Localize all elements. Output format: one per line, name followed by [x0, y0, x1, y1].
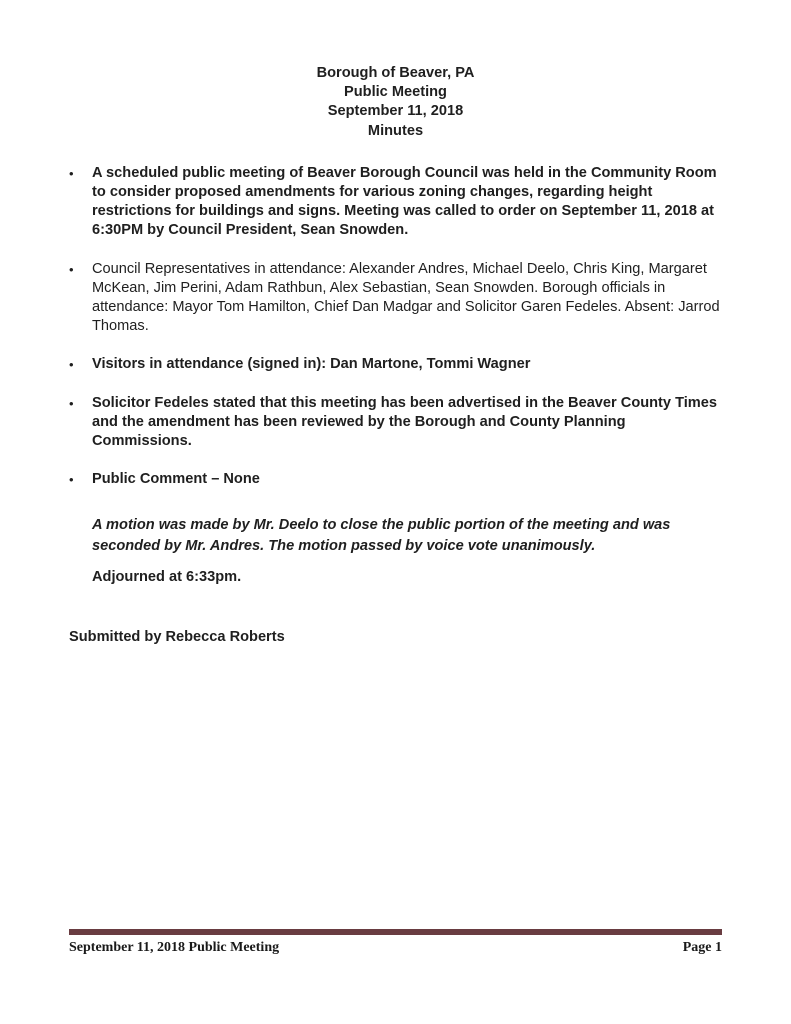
- bullet-icon: •: [69, 472, 74, 488]
- page-footer: [69, 929, 722, 956]
- document-title-block: [69, 64, 722, 141]
- adjourned-line: Adjourned at 6:33pm.: [92, 569, 242, 586]
- motion-paragraph: A motion was made by Mr. Deelo to close the public portion of the meeting and was seconded by Mr. Andres. The motion passed by voice vote unanimously.: [92, 517, 671, 554]
- bullet-text-public-comment: Public Comment – None: [92, 471, 260, 488]
- list-item: [69, 260, 722, 337]
- list-item: [69, 470, 722, 489]
- bullet-icon: •: [69, 165, 74, 181]
- list-item: [69, 355, 722, 374]
- footer-page-number: Page 1: [682, 940, 722, 955]
- bullet-icon: •: [69, 395, 74, 411]
- title-line-meeting-type: Public Meeting: [344, 84, 447, 101]
- bullet-text-attendance: Council Representatives in attendance: Alexander Andres, Michael Deelo, Chris King, Margaret McKean, Jim Perini, Adam Rathbun, Alex Sebastian, Sean Snowden. Borough officials in attendance: Mayor Tom Hamilton, Chief Dan Madgar and Solicitor Garen Fedeles. Absent: Jarrod Thomas.: [92, 260, 720, 335]
- title-line-minutes: Minutes: [367, 122, 424, 139]
- bullet-text-solicitor: Solicitor Fedeles stated that this meeting has been advertised in the Beaver County Times and the amendment has been reviewed by the Borough and County Planning Commissions.: [92, 394, 718, 450]
- submitted-by-line: Submitted by Rebecca Roberts: [69, 628, 285, 645]
- minutes-bullet-list: [69, 164, 722, 490]
- bullet-text-visitors: Visitors in attendance (signed in): Dan Martone, Tommi Wagner: [92, 356, 531, 373]
- title-line-date: September 11, 2018: [327, 103, 464, 120]
- bullet-text-call-to-order: A scheduled public meeting of Beaver Borough Council was held in the Community Room to consider proposed amendments for various zoning changes, regarding height restrictions for buildings and signs. Meeting was called to order on September 11, 2018 at 6:30PM by Council President, Sean Snowden.: [92, 164, 717, 239]
- title-line-org: Borough of Beaver, PA: [316, 65, 475, 81]
- footer-text-row: [69, 935, 722, 956]
- bullet-icon: •: [69, 261, 74, 277]
- footer-meeting-label: September 11, 2018 Public Meeting: [69, 940, 280, 955]
- list-item: [69, 164, 722, 241]
- bullet-icon: •: [69, 357, 74, 373]
- list-item: [69, 394, 722, 452]
